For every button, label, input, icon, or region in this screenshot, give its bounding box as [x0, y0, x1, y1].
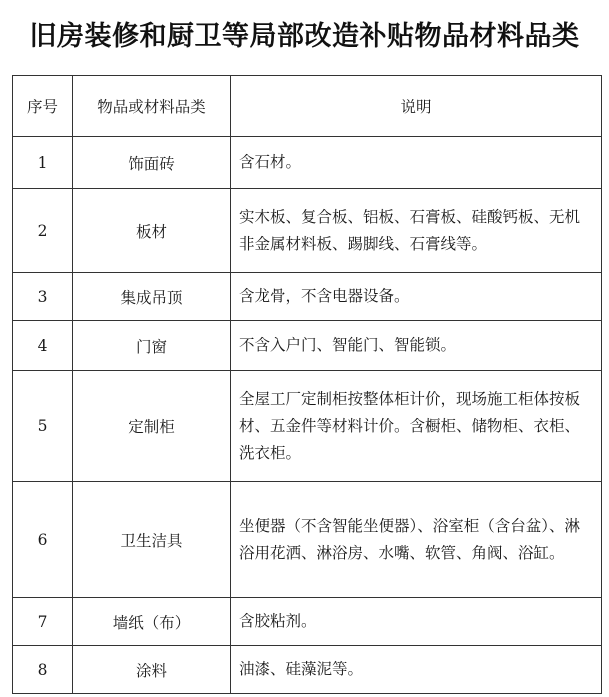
row-description: 全屋工厂定制柜按整体柜计价，现场施工柜体按板材、五金件等材料计价。含橱柜、储物柜、衣柜、洗衣柜。	[231, 371, 602, 482]
row-number: 7	[13, 598, 73, 646]
row-description: 油漆、硅藻泥等。	[231, 646, 602, 694]
header-description: 说明	[231, 76, 602, 137]
row-number: 4	[13, 321, 73, 371]
row-description: 不含入户门、智能门、智能锁。	[231, 321, 602, 371]
table-row	[13, 482, 602, 598]
table-row	[13, 371, 602, 482]
table-header-row	[13, 76, 602, 137]
row-category: 卫生洁具	[73, 482, 231, 598]
header-serial: 序号	[13, 76, 73, 137]
row-number: 5	[13, 371, 73, 482]
row-number: 1	[13, 137, 73, 189]
row-number: 6	[13, 482, 73, 598]
row-category: 涂料	[73, 646, 231, 694]
table-row	[13, 189, 602, 273]
materials-table	[12, 75, 602, 694]
row-number: 3	[13, 273, 73, 321]
table-row	[13, 598, 602, 646]
row-category: 门窗	[73, 321, 231, 371]
table-row	[13, 321, 602, 371]
row-number: 2	[13, 189, 73, 273]
row-category: 集成吊顶	[73, 273, 231, 321]
row-description: 含胶粘剂。	[231, 598, 602, 646]
row-description: 实木板、复合板、铝板、石膏板、硅酸钙板、无机非金属材料板、踢脚线、石膏线等。	[231, 189, 602, 273]
row-category: 板材	[73, 189, 231, 273]
table-row	[13, 646, 602, 694]
row-category: 定制柜	[73, 371, 231, 482]
row-category: 墙纸（布）	[73, 598, 231, 646]
table-row	[13, 273, 602, 321]
row-category: 饰面砖	[73, 137, 231, 189]
row-number: 8	[13, 646, 73, 694]
header-category: 物品或材料品类	[73, 76, 231, 137]
row-description: 含龙骨，不含电器设备。	[231, 273, 602, 321]
row-description: 坐便器（不含智能坐便器）、浴室柜（含台盆）、淋浴用花洒、淋浴房、水嘴、软管、角阀、浴缸。	[231, 482, 602, 598]
table-row	[13, 137, 602, 189]
page-title: 旧房装修和厨卫等局部改造补贴物品材料品类	[29, 21, 580, 52]
row-description: 含石材。	[231, 137, 602, 189]
